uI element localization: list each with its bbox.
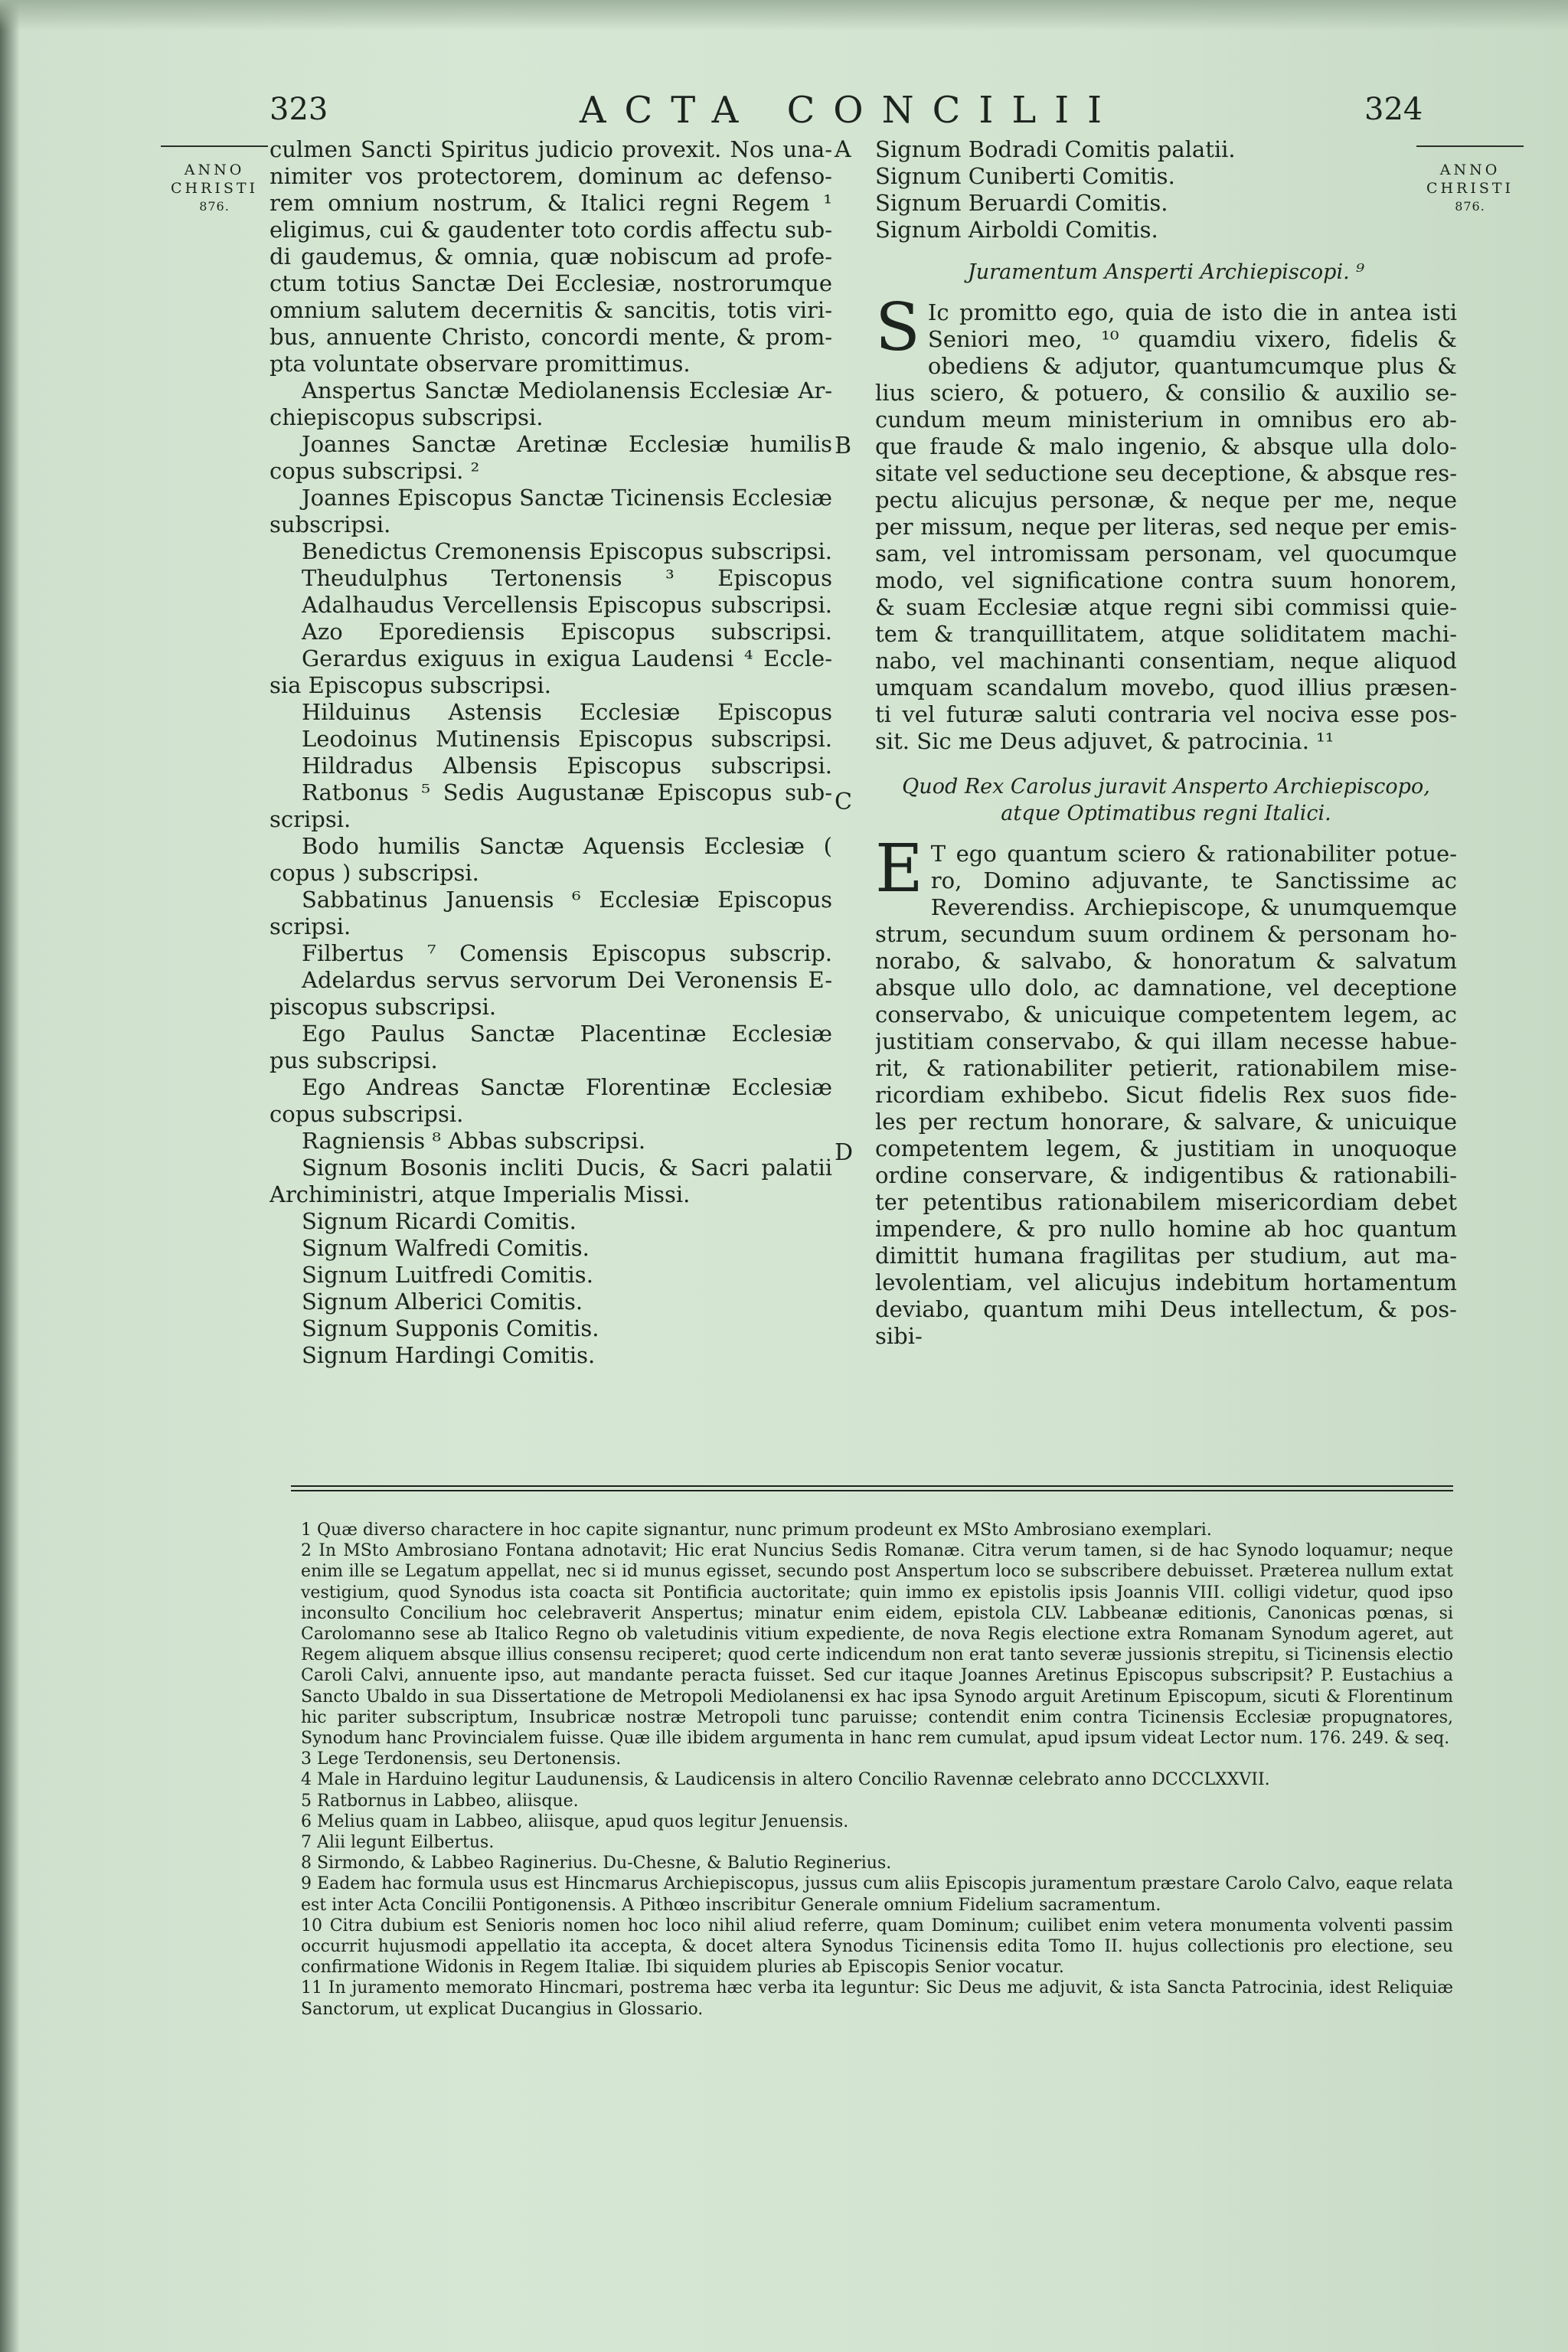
text-line: competentem legem, & justitiam in unoquoque [875,1135,1457,1161]
text-line: Anspertus Sanctæ Mediolanensis Ecclesiæ Ar- [302,377,832,403]
heading-rex-carolus: Quod Rex Carolus juravit Ansperto Archiepiscopo, [902,775,1430,799]
text-line: sitate vel seductione seu deceptione, & absque res- [875,460,1457,486]
page-top-shadow [0,0,1568,31]
text-line: & suam Ecclesiæ atque regni sibi commissi quie- [875,594,1457,620]
margin-anno: ANNO [184,162,245,178]
text-line: Ratbonus ⁵ Sedis Augustanæ Episcopus sub- [302,779,832,805]
text-line: Seniori meo, ¹⁰ quamdiu vixero, fidelis & [927,326,1457,352]
page-number-right: 324 [1364,92,1423,127]
paragraph-rex-carolus [875,831,1457,1350]
text-line: Ic promitto ego, quia de isto die in antea isti [927,299,1457,325]
text-line: modo, vel significatione contra suum honorem, [875,567,1457,593]
text-line: Filbertus ⁷ Comensis Episcopus subscrip. [302,940,832,966]
left-column [270,136,832,1369]
text-line: sibi- [875,1323,923,1349]
text-line: absque ullo dolo, ac damnatione, vel deceptione [875,975,1457,1001]
text-line: ricordiam exhibebo. Sicut fidelis Rex suos fide- [875,1082,1457,1108]
margin-anno: ANNO [1439,162,1501,178]
text-line: Bodo humilis Sanctæ Aquensis Ecclesiæ ( [302,833,832,859]
text-line: culmen Sancti Spiritus judicio provexit. Nos una- [270,136,832,162]
heading-rex-carolus-cont: atque Optimatibus regni Italici. [1001,802,1331,825]
text-line: lius sciero, & potuero, & consilio & auxilio se- [875,380,1457,406]
footnote-1: 1 Quæ diverso charactere in hoc capite signantur, nunc primum prodeunt ex MSto Ambrosiano exemplari. [301,1521,1212,1540]
text-line: tem & tranquillitatem, atque soliditatem machi- [875,621,1457,647]
text-line: obediens & adjutor, quantumcumque plus & [927,353,1457,379]
text-line: di gaudemus, & omnia, quæ nobiscum ad profe- [270,243,832,270]
footnote-11: 11 In juramento memorato Hincmari, postrema hæc verba ita leguntur: Sic Deus me adjuvit, & ista Sancta Patrocinia, idest Reliquiæ Sanctorum, ut explicat Ducangius in Glossario. [301,1978,1453,2019]
text-line: justitiam conservabo, & qui illam necesse habue- [875,1028,1457,1054]
margin-christi: CHRISTI [170,180,259,197]
text-line: pta voluntate observare promittimus. [270,351,691,377]
text-line: Joannes Episcopus Sanctæ Ticinensis Ecclesiæ [302,485,832,511]
text-line: Benedictus Cremonensis Episcopus subscripsi. [302,538,832,564]
text-line: nimiter vos protectorem, dominum ac defenso- [270,163,832,189]
text-line: Joannes Sanctæ Aretinæ Ecclesiæ humilis [302,431,832,457]
text-line: Signum Alberici Comitis. [302,1289,583,1315]
text-line: bus, annuente Christo, concordi mente, & prom- [270,324,832,350]
text-line: que fraude & malo ingenio, & absque ulla dolo- [875,433,1457,459]
right-column [875,136,1457,1350]
text-line: strum, secundum suum ordinem & personam ho- [875,921,1457,947]
footnote-2: 2 In MSto Ambrosiano Fontana adnotavit; Hic erat Nuncius Sedis Romanæ. Citra verum tamen, si de hac Synodo loquamur; neque enim ille se Legatum appellat, nec si id munus egisset, secundo post Anspertum loco se subscribere debuisset. Præterea nullum extat vestigium, quod Synodus ista coacta sit Pontificia auctoritate; quin immo ex epistolis ipsis Joannis VIII. colligi videtur, quod ipso inconsulto Concilium hoc celebraverit Anspertus; minatur enim eidem, epistola CLV. Labbeanæ editionis, Canonicas pœnas, si Carolomanno sese ab Italico Regno ob valetudinis vitium expediente, de nova Regis electione extra Romanam Synodum ageret, aut Regem aliquem absque illius consensu reciperet; quod certe indicendum non erat tanto severæ jussionis strepitu, si Ticinensis electio Caroli Calvi, annuente ipso, aut mandante peracta fuisset. Sed cur itaque Joannes Aretinus Episcopus subscripsit? P. Eustachius a Sancto Ubaldo in sua Dissertatione de Metropoli Mediolanensi ex hac ipsa Synodo arguit Aretinum Episcopum, sicuti & Florentinum hic pariter subscriptum, Insubricæ nostræ Metropoli tunc paruisse; contendit enim contra Ticinensis Ecclesiæ propugnatores, Synodum hanc Provincialem fuisse. Quæ ille ibidem argumenta in hanc rem cumulat, apud ipsum videat Lector num. 176. 249. & seq. [301,1541,1453,1749]
text-line: norabo, & salvabo, & honoratum & salvatum [875,948,1457,974]
text-line: Adalhaudus Vercellensis Episcopus subscripsi. [302,592,832,618]
text-line: T ego quantum sciero & rationabiliter potue- [930,841,1457,867]
text-line: Ego Paulus Sanctæ Placentinæ Ecclesiæ [302,1021,832,1047]
text-line: rem omnium nostrum, & Italici regni Regem ¹ [270,190,832,216]
text-line: Signum Supponis Comitis. [302,1315,599,1341]
text-line: Hildradus Albensis Episcopus subscripsi. [302,753,832,779]
margin-letter-a: A [835,136,851,163]
page-gutter-shadow [0,0,20,2352]
text-line: ro, Domino adjuvante, te Sanctissime ac [930,867,1457,893]
running-title: ACTA CONCILII [579,89,1121,132]
footnote-5: 5 Ratbornus in Labbeo, aliisque. [301,1791,579,1811]
margin-letter-d: D [835,1139,854,1166]
text-line: chiepiscopus subscripsi. [270,404,544,430]
text-line: ctum totius Sanctæ Dei Ecclesiæ, nostrorumque [270,270,832,296]
page-number-left: 323 [270,92,328,127]
footnote-4: 4 Male in Harduino legitur Laudunensis, & Laudicensis in altero Concilio Ravennæ celebrato anno DCCCLXXVII. [301,1770,1270,1790]
margin-letter-c: C [835,789,852,815]
margin-year-left [161,145,268,216]
text-line: ter petentibus rationabilem misericordiam debet [875,1189,1457,1215]
footnote-3: 3 Lege Terdonensis, seu Dertonensis. [301,1749,622,1769]
drop-cap: E [875,831,923,907]
text-line: levolentiam, vel alicujus indebitum hortamentum [875,1269,1457,1295]
paragraph-lines [875,289,1457,755]
margin-year-value: 876. [199,199,230,214]
signum-line: Signum Airboldi Comitis. [875,217,1158,243]
text-line: cundum meum ministerium in omnibus ero ab- [875,407,1457,433]
text-line: Theudulphus Tertonensis ³ Episcopus [302,565,832,591]
text-line: Gerardus exiguus in exigua Laudensi ⁴ Eccle- [302,645,832,671]
margin-letter-b: B [835,433,852,459]
text-line: copus subscripsi. [270,1101,464,1127]
text-line: sia Episcopus subscripsi. [270,672,551,698]
margin-year-value: 876. [1455,199,1485,214]
text-line: les per rectum honorare, & salvare, & unicuique [875,1109,1457,1135]
text-line: umquam scandalum movebo, quod illius præsen- [875,675,1457,701]
text-line: pus subscripsi. [270,1047,438,1073]
text-line: impendere, & pro nullo homine ab hoc quantum [875,1216,1457,1242]
text-line: per missum, neque per literas, sed neque per emis- [875,514,1457,540]
text-line: conservabo, & unicuique competentem legem, ac [875,1001,1457,1027]
text-line: Hilduinus Astensis Ecclesiæ Episcopus [302,699,832,725]
text-line: eligimus, cui & gaudenter toto cordis affectu sub- [270,217,832,243]
text-line: scripsi. [270,806,351,832]
text-line: dimittit humana fragilitas per studium, aut ma- [875,1243,1457,1269]
text-line: Signum Luitfredi Comitis. [302,1262,593,1288]
text-line: scripsi. [270,913,351,939]
text-line: copus subscripsi. ² [270,458,480,484]
text-line: deviabo, quantum mihi Deus intellectum, & pos- [875,1296,1457,1322]
paragraph-juramentum [875,289,1457,755]
signum-line: Signum Bodradi Comitis palatii. [875,136,1236,162]
text-line: Archiministri, atque Imperialis Missi. [270,1181,691,1207]
footnotes [301,1520,1453,2020]
text-line: Leodoinus Mutinensis Episcopus subscripsi. [302,726,832,752]
footnote-8: 8 Sirmondo, & Labbeo Raginerius. Du-Chesne, & Balutio Reginerius. [301,1854,892,1873]
text-line: pectu alicujus personæ, & neque per me, neque [875,487,1457,513]
text-line: Ragniensis ⁸ Abbas subscripsi. [302,1128,646,1154]
text-line: Signum Walfredi Comitis. [302,1235,590,1261]
text-line: Reverendiss. Archiepiscope, & unumquemque [930,894,1457,920]
margin-christi: CHRISTI [1426,180,1514,197]
footnote-6: 6 Melius quam in Labbeo, aliisque, apud quos legitur Jenuensis. [301,1811,849,1831]
margin-rule [161,145,268,147]
text-line: copus ) subscripsi. [270,860,479,886]
footnote-rule [291,1485,1453,1491]
text-line: Azo Eporediensis Episcopus subscripsi. [302,619,832,645]
footnote-10: 10 Citra dubium est Senioris nomen hoc loco nihil aliud referre, quam Dominum; cuilibet enim vetera monumenta volventi passim occurrit hujusmodi appellatio ita accepta, & docet altera Synodus Ticinensis edita Tomo II. hujus collectionis pro electione, seu confirmatione Widonis in Regem Italiæ. Ibi siquidem pluries ab Episcopis Senior vocatur. [301,1916,1453,1978]
text-line: Adelardus servus servorum Dei Veronensis E- [302,967,832,993]
text-line: omnium salutem decernitis & sancitis, totis viri- [270,297,832,323]
text-line: piscopus subscripsi. [270,994,497,1020]
paragraph-lines [875,831,1457,1350]
text-line: Signum Ricardi Comitis. [302,1208,577,1234]
signum-line: Signum Cuniberti Comitis. [875,163,1175,189]
text-line: Sabbatinus Januensis ⁶ Ecclesiæ Episcopus [302,887,832,913]
text-line: subscripsi. [270,511,391,537]
footnote-7: 7 Alii legunt Eilbertus. [301,1833,495,1853]
text-line: rit, & rationabiliter petierit, rationabilem mise- [875,1055,1457,1081]
text-line: ti vel futuræ saluti contraria vel nociva esse pos- [875,701,1457,727]
heading-juramentum: Juramentum Ansperti Archiepiscopi. ⁹ [967,260,1365,284]
text-line: Ego Andreas Sanctæ Florentinæ Ecclesiæ [302,1074,832,1100]
drop-cap: S [875,289,920,366]
text-line: ordine conservare, & indigentibus & rationabili- [875,1162,1457,1188]
text-line: sam, vel intromissam personam, vel quocumque [875,541,1457,567]
text-line: Signum Bosonis incliti Ducis, & Sacri palatii [302,1155,832,1181]
text-line: Signum Hardingi Comitis. [302,1342,596,1368]
signa-list [875,136,1457,243]
text-line: nabo, vel machinanti consentiam, neque aliquod [875,648,1457,674]
text-line: sit. Sic me Deus adjuvet, & patrocinia. ¹¹ [875,728,1334,754]
footnote-9: 9 Eadem hac formula usus est Hincmarus Archiepiscopus, jussus cum aliis Episcopis juramentum præstare Carolo Calvo, eaque relata est inter Acta Concilii Pontigonensis. A Pithœo inscribitur Generale omnium Fidelium sacramentum. [301,1874,1453,1915]
signum-line: Signum Beruardi Comitis. [875,190,1168,216]
